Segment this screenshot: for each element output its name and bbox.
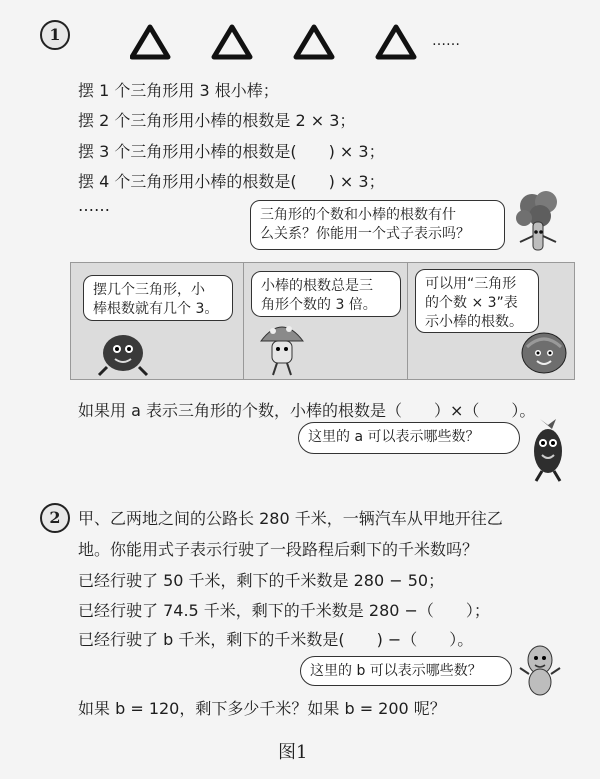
section2-line-4: 已经行驶了 74.5 千米，剩下的千米数是 280 −（ ）； — [78, 601, 490, 620]
section2-line-5: 已经行驶了 b 千米，剩下的千米数是( ) −（ ）。 — [78, 630, 474, 649]
cabbage-character-icon — [517, 327, 571, 379]
panel-divider-1 — [243, 263, 244, 379]
mushroom-character-icon — [257, 317, 307, 379]
panel-bubble-3: 可以用“三角形 的个数 × 3”表 示小棒的根数。 — [415, 269, 539, 333]
b-question-bubble: 这里的 b 可以表示哪些数？ — [300, 656, 512, 686]
section1-line-3: 摆 3 个三角形用小棒的根数是( ) × 3； — [78, 142, 385, 161]
panel-bubble-2: 小棒的根数总是三 角形个数的 3 倍。 — [251, 271, 401, 317]
section1-line-5: …… — [78, 196, 110, 215]
triangle-3 — [296, 27, 332, 57]
eggplant-character-icon — [522, 415, 572, 485]
section1-line-1: 摆 1 个三角形用 3 根小棒； — [78, 81, 279, 100]
section2-line-1: 甲、乙两地之间的公路长 280 千米，一辆汽车从甲地开往乙 — [78, 509, 503, 528]
triangles-row — [130, 22, 430, 62]
section2-line-2: 地。你能用式子表示行驶了一段路程后剩下的千米数吗？ — [78, 540, 479, 559]
discussion-panel — [70, 262, 575, 380]
panel-divider-2 — [407, 263, 408, 379]
section1-line-2: 摆 2 个三角形用小棒的根数是 2 × 3； — [78, 111, 356, 130]
chestnut-character-icon — [93, 327, 153, 377]
panel-bubble-1: 摆几个三角形，小 棒根数就有几个 3。 — [83, 275, 233, 321]
section2-line-3: 已经行驶了 50 千米，剩下的千米数是 280 − 50； — [78, 571, 445, 590]
broccoli-character-icon — [510, 188, 566, 256]
triangle-1 — [132, 27, 168, 57]
a-question-bubble: 这里的 a 可以表示哪些数？ — [298, 422, 520, 454]
triangle-4 — [378, 27, 414, 57]
triangle-2 — [214, 27, 250, 57]
section-number-1: 1 — [40, 20, 70, 50]
peanut-character-icon — [516, 640, 564, 702]
section2-question: 如果 b = 120，剩下多少千米？如果 b = 200 呢？ — [78, 699, 446, 718]
section-number-2: 2 — [40, 503, 70, 533]
figure-caption: 图1 — [278, 742, 308, 763]
section1-conclusion: 如果用 a 表示三角形的个数，小棒的根数是（ ）×（ ）。 — [78, 401, 536, 420]
question-bubble: 三角形的个数和小棒的根数有什 么关系？你能用一个式子表示吗？ — [250, 200, 505, 250]
triangles-ellipsis: …… — [432, 33, 460, 49]
section1-line-4: 摆 4 个三角形用小棒的根数是( ) × 3； — [78, 172, 385, 191]
